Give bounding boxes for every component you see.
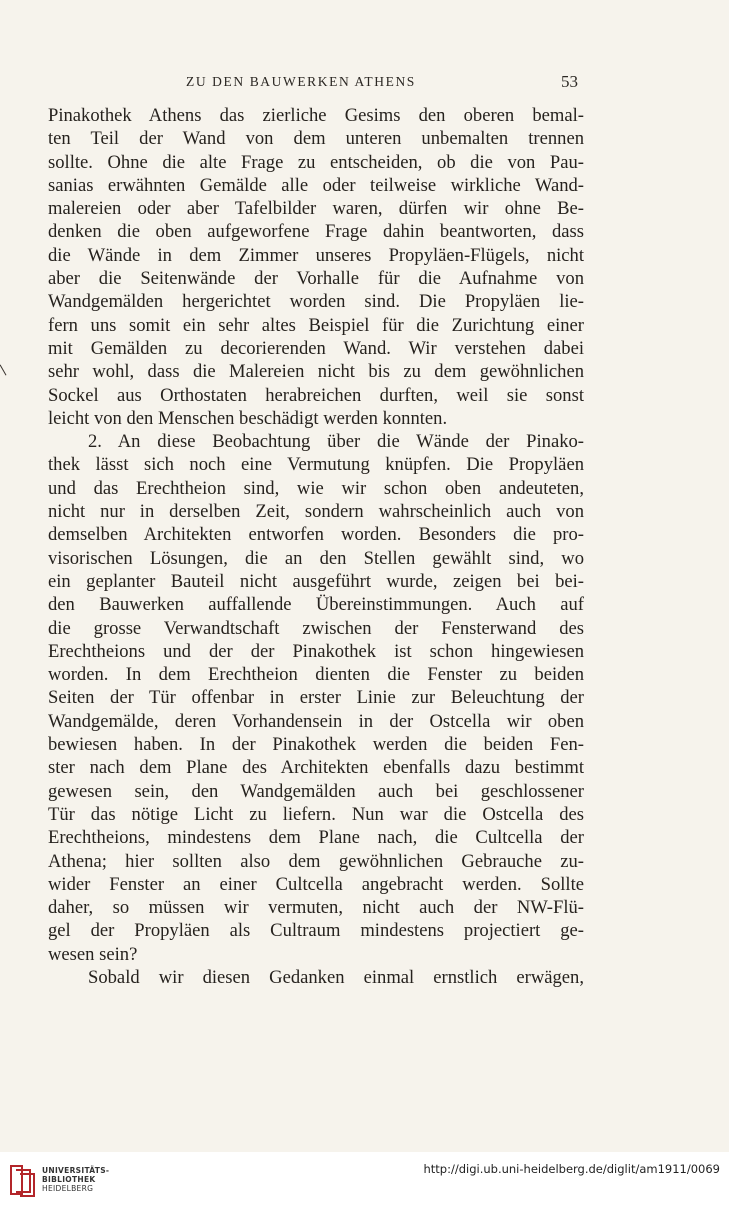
page-number: 53 <box>561 72 578 91</box>
running-title: ZU DEN BAUWERKEN ATHENS <box>186 74 416 89</box>
text-line: Seiten der Tür offenbar in erster Linie zur Beleuchtung der <box>48 687 584 709</box>
text-line: gel der Propyläen als Cultraum mindestens projectiert ge- <box>48 920 584 942</box>
text-line: aber die Seitenwände der Vorhalle für die Aufnahme von <box>48 268 584 290</box>
text-line: Tür das nötige Licht zu liefern. Nun war die Ostcella des <box>48 803 584 825</box>
text-line: Sobald wir diesen Gedanken einmal ernstlich erwägen, <box>88 966 584 988</box>
library-name-line: BIBLIOTHEK <box>42 1175 96 1184</box>
text-line: Wandgemälden hergerichtet worden sind. Die Propyläen lie- <box>48 291 584 313</box>
text-line: den Bauwerken auffallende Übereinstimmungen. Auch auf <box>48 594 584 616</box>
text-line: gewesen sein, den Wandgemälden auch bei geschlossener <box>48 780 584 802</box>
text-line: Wandgemälde, deren Vorhandensein in der Ostcella wir oben <box>48 710 584 732</box>
text-line: mit Gemälden zu decorierenden Wand. Wir verstehen dabei <box>48 337 584 359</box>
text-line: Erechtheions, mindestens dem Plane nach, die Cultcella der <box>48 827 584 849</box>
text-line: nicht nur in derselben Zeit, sondern wahrscheinlich auch von <box>48 501 584 523</box>
text-line: visorischen Lösungen, die an den Stellen gewählt sind, wo <box>48 547 584 569</box>
text-line: Pinakothek Athens das zierliche Gesims den oberen bemal- <box>48 105 584 126</box>
text-line: ster nach dem Plane des Architekten ebenfalls dazu bestimmt <box>48 757 584 779</box>
text-line: sollte. Ohne die alte Frage zu entscheiden, ob die von Pau- <box>48 151 584 173</box>
library-name-line: HEIDELBERG <box>42 1184 94 1193</box>
library-logo-icon <box>8 1162 36 1198</box>
text-line: daher, so müssen wir vermuten, nicht auch der NW-Flü- <box>48 897 584 919</box>
text-line: wesen sein? <box>48 943 138 965</box>
text-line: fern uns somit ein sehr altes Beispiel für die Zurichtung einer <box>48 314 584 336</box>
body-text <box>48 104 584 989</box>
text-line: Erechtheions und der der Pinakothek ist schon hingewiesen <box>48 640 584 662</box>
text-line: wider Fenster an einer Cultcella angebracht werden. Sollte <box>48 873 584 895</box>
text-line: die grosse Verwandtschaft zwischen der Fensterwand des <box>48 617 584 639</box>
text-line: leicht von den Menschen beschädigt werden konnten. <box>48 407 448 429</box>
text-line: und das Erechtheion sind, wie wir schon oben andeuteten, <box>48 477 584 499</box>
text-line: die Wände in dem Zimmer unseres Propyläen-Flügels, nicht <box>48 244 584 266</box>
library-name-line: UNIVERSITÄTS- <box>42 1166 110 1175</box>
source-url-link[interactable]: http://digi.ub.uni-heidelberg.de/diglit/am1911/0069 <box>423 1162 720 1176</box>
text-line: ein geplanter Bauteil nicht ausgeführt wurde, zeigen bei bei- <box>48 570 584 592</box>
margin-mark <box>0 361 13 376</box>
running-header <box>0 72 729 94</box>
text-line: sehr wohl, dass die Malereien nicht bis zu dem gewöhnlichen <box>48 361 584 383</box>
text-line: denken die oben aufgeworfene Frage dahin beantworten, dass <box>48 221 584 243</box>
text-line: bewiesen haben. In der Pinakothek werden die beiden Fen- <box>48 734 584 756</box>
library-name <box>42 1166 109 1193</box>
text-line: ten Teil der Wand von dem unteren unbemalten trennen <box>48 128 584 150</box>
text-line: worden. In dem Erechtheion dienten die Fenster zu beiden <box>48 664 584 686</box>
text-line: sanias erwähnten Gemälde alle oder teilweise wirkliche Wand- <box>48 174 584 196</box>
viewer-footer <box>0 1152 729 1207</box>
text-line: demselben Architekten entworfen worden. Besonders die pro- <box>48 524 584 546</box>
text-line: 2. An diese Beobachtung über die Wände der Pinako- <box>88 431 584 453</box>
text-line: Sockel aus Orthostaten herabreichen durften, weil sie sonst <box>48 384 584 406</box>
text-line: Athena; hier sollten also dem gewöhnlichen Gebrauche zu- <box>48 850 584 872</box>
text-line: malereien oder aber Tafelbilder waren, dürfen wir ohne Be- <box>48 198 584 220</box>
text-line: thek lässt sich noch eine Vermutung knüpfen. Die Propyläen <box>48 454 584 476</box>
